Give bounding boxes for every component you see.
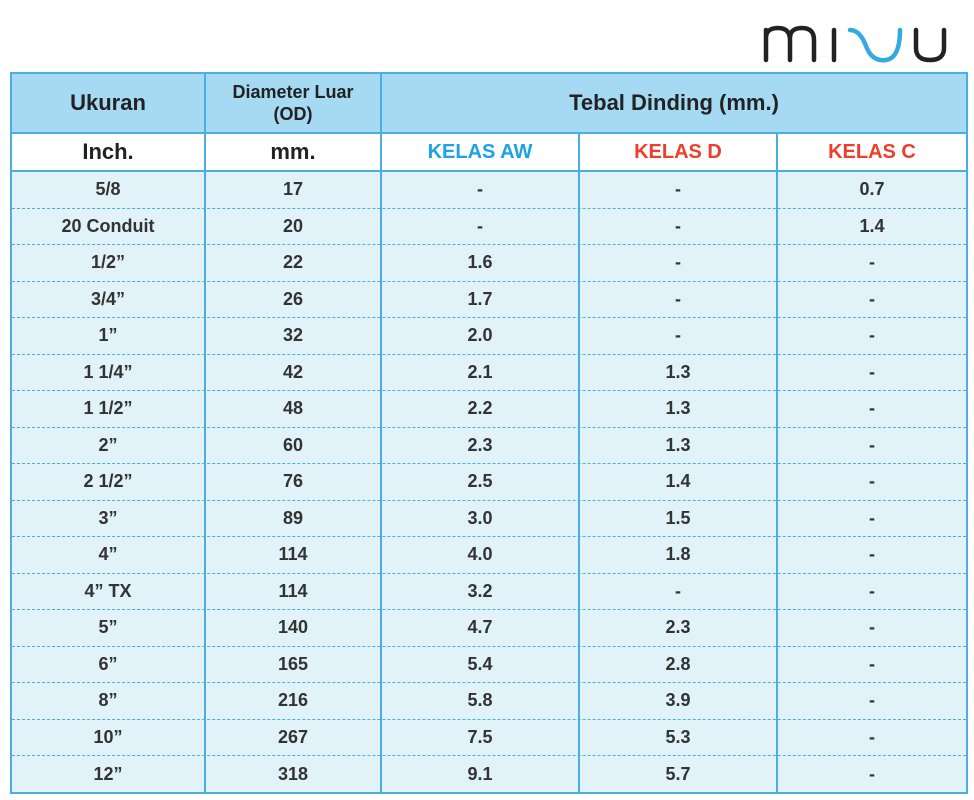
header-od-line1: Diameter Luar — [232, 82, 354, 102]
table-row — [12, 610, 966, 647]
table-row — [12, 647, 966, 684]
table-row — [12, 318, 966, 355]
brand-logo — [762, 16, 962, 64]
cell-kelas-d: 1.3 — [665, 361, 691, 382]
table-row — [12, 464, 966, 501]
cell-kelas-d: 2.8 — [665, 653, 691, 674]
table-header-row-1 — [12, 74, 966, 134]
cell-kelas-d: 5.3 — [665, 726, 691, 747]
cell-kelas-aw: 1.7 — [467, 288, 493, 309]
cell-kelas-aw: 5.4 — [467, 653, 493, 674]
table-row — [12, 428, 966, 465]
brand-logo-mark — [762, 16, 962, 64]
cell-mm: 26 — [282, 288, 304, 309]
cell-kelas-d: 1.3 — [665, 398, 691, 419]
cell-inch: 2” — [98, 434, 118, 455]
cell-kelas-c: - — [869, 288, 875, 309]
cell-mm: 267 — [277, 726, 309, 747]
cell-kelas-c: - — [869, 653, 875, 674]
cell-inch: 12” — [93, 763, 123, 784]
cell-mm: 48 — [282, 398, 304, 419]
cell-mm: 89 — [282, 507, 304, 528]
cell-kelas-d: 1.4 — [665, 471, 691, 492]
cell-kelas-c: - — [869, 252, 875, 273]
pipe-spec-table — [10, 72, 968, 794]
table-body — [12, 172, 966, 792]
cell-kelas-aw: - — [477, 215, 483, 236]
cell-kelas-aw: - — [477, 179, 483, 200]
cell-kelas-d: - — [675, 179, 681, 200]
cell-mm: 114 — [278, 544, 308, 565]
cell-inch: 1 1/4” — [83, 361, 133, 382]
table-row — [12, 245, 966, 282]
cell-kelas-aw: 2.1 — [467, 361, 493, 382]
table-row — [12, 756, 966, 793]
cell-mm: 318 — [277, 763, 309, 784]
cell-kelas-c: - — [869, 690, 875, 711]
table-row — [12, 501, 966, 538]
cell-kelas-d: 1.3 — [665, 434, 691, 455]
table-row — [12, 282, 966, 319]
cell-kelas-d: - — [675, 325, 681, 346]
header-kelas-c: KELAS C — [828, 140, 916, 163]
header-od-line2: (OD) — [273, 104, 313, 124]
cell-kelas-d: 3.9 — [665, 690, 691, 711]
cell-mm: 165 — [277, 653, 309, 674]
cell-kelas-c: - — [869, 398, 875, 419]
cell-inch: 5/8 — [95, 179, 121, 200]
cell-kelas-c: - — [869, 434, 875, 455]
cell-inch: 4” — [98, 544, 118, 565]
cell-kelas-aw: 9.1 — [467, 763, 493, 784]
cell-kelas-c: - — [869, 544, 875, 565]
cell-kelas-c: - — [869, 361, 875, 382]
column-divider — [578, 172, 580, 792]
cell-kelas-d: 1.5 — [665, 507, 691, 528]
cell-kelas-aw: 2.5 — [467, 471, 493, 492]
cell-kelas-aw: 2.2 — [467, 398, 493, 419]
header-inch: Inch. — [82, 139, 134, 164]
cell-inch: 3” — [98, 507, 118, 528]
cell-kelas-c: - — [869, 471, 875, 492]
cell-kelas-c: - — [869, 763, 875, 784]
header-diameter-luar — [206, 74, 380, 132]
cell-kelas-c: - — [869, 507, 875, 528]
table-header-row-2 — [12, 134, 966, 172]
cell-kelas-d: - — [675, 252, 681, 273]
cell-inch: 6” — [98, 653, 118, 674]
cell-kelas-c: - — [869, 580, 875, 601]
cell-mm: 22 — [282, 252, 304, 273]
cell-inch: 3/4” — [90, 288, 126, 309]
cell-kelas-d: - — [675, 580, 681, 601]
cell-kelas-aw: 2.3 — [467, 434, 493, 455]
column-divider — [380, 172, 382, 792]
header-tebal-dinding: Tebal Dinding (mm.) — [569, 90, 779, 115]
cell-kelas-aw: 3.0 — [467, 507, 493, 528]
cell-inch: 1” — [98, 325, 118, 346]
cell-mm: 20 — [282, 215, 304, 236]
cell-mm: 114 — [278, 580, 308, 601]
cell-mm: 32 — [282, 325, 304, 346]
table-row — [12, 209, 966, 246]
cell-kelas-c: - — [869, 617, 875, 638]
cell-inch: 20 Conduit — [61, 215, 155, 236]
cell-inch: 8” — [98, 690, 118, 711]
table-row — [12, 355, 966, 392]
cell-kelas-aw: 2.0 — [467, 325, 493, 346]
header-kelas-d: KELAS D — [634, 140, 722, 163]
cell-inch: 10” — [93, 726, 123, 747]
table-row — [12, 172, 966, 209]
cell-kelas-c: - — [869, 726, 875, 747]
cell-inch: 1/2” — [90, 252, 126, 273]
cell-inch: 1 1/2” — [83, 398, 133, 419]
table-row — [12, 574, 966, 611]
cell-kelas-d: - — [675, 288, 681, 309]
cell-kelas-aw: 1.6 — [467, 252, 493, 273]
cell-kelas-aw: 3.2 — [467, 580, 493, 601]
table-row — [12, 537, 966, 574]
cell-mm: 216 — [277, 690, 309, 711]
table-row — [12, 683, 966, 720]
cell-mm: 42 — [282, 361, 304, 382]
cell-mm: 76 — [282, 471, 304, 492]
cell-kelas-c: 1.4 — [859, 215, 885, 236]
cell-kelas-aw: 4.0 — [467, 544, 493, 565]
table-row — [12, 720, 966, 757]
table-row — [12, 391, 966, 428]
column-divider — [204, 172, 206, 792]
header-ukuran: Ukuran — [70, 90, 146, 115]
column-divider — [776, 172, 778, 792]
cell-mm: 140 — [277, 617, 309, 638]
cell-kelas-d: 1.8 — [665, 544, 691, 565]
cell-kelas-d: 2.3 — [665, 617, 691, 638]
cell-mm: 60 — [282, 434, 304, 455]
cell-kelas-aw: 4.7 — [467, 617, 493, 638]
cell-inch: 2 1/2” — [83, 471, 133, 492]
cell-inch: 5” — [98, 617, 118, 638]
cell-kelas-aw: 7.5 — [467, 726, 493, 747]
cell-kelas-d: 5.7 — [665, 763, 691, 784]
cell-kelas-c: - — [869, 325, 875, 346]
cell-kelas-aw: 5.8 — [467, 690, 493, 711]
header-mm: mm. — [270, 139, 316, 164]
header-kelas-aw: KELAS AW — [427, 140, 533, 163]
cell-kelas-c: 0.7 — [859, 179, 885, 200]
cell-mm: 17 — [282, 179, 304, 200]
cell-inch: 4” TX — [84, 580, 132, 601]
cell-kelas-d: - — [675, 215, 681, 236]
